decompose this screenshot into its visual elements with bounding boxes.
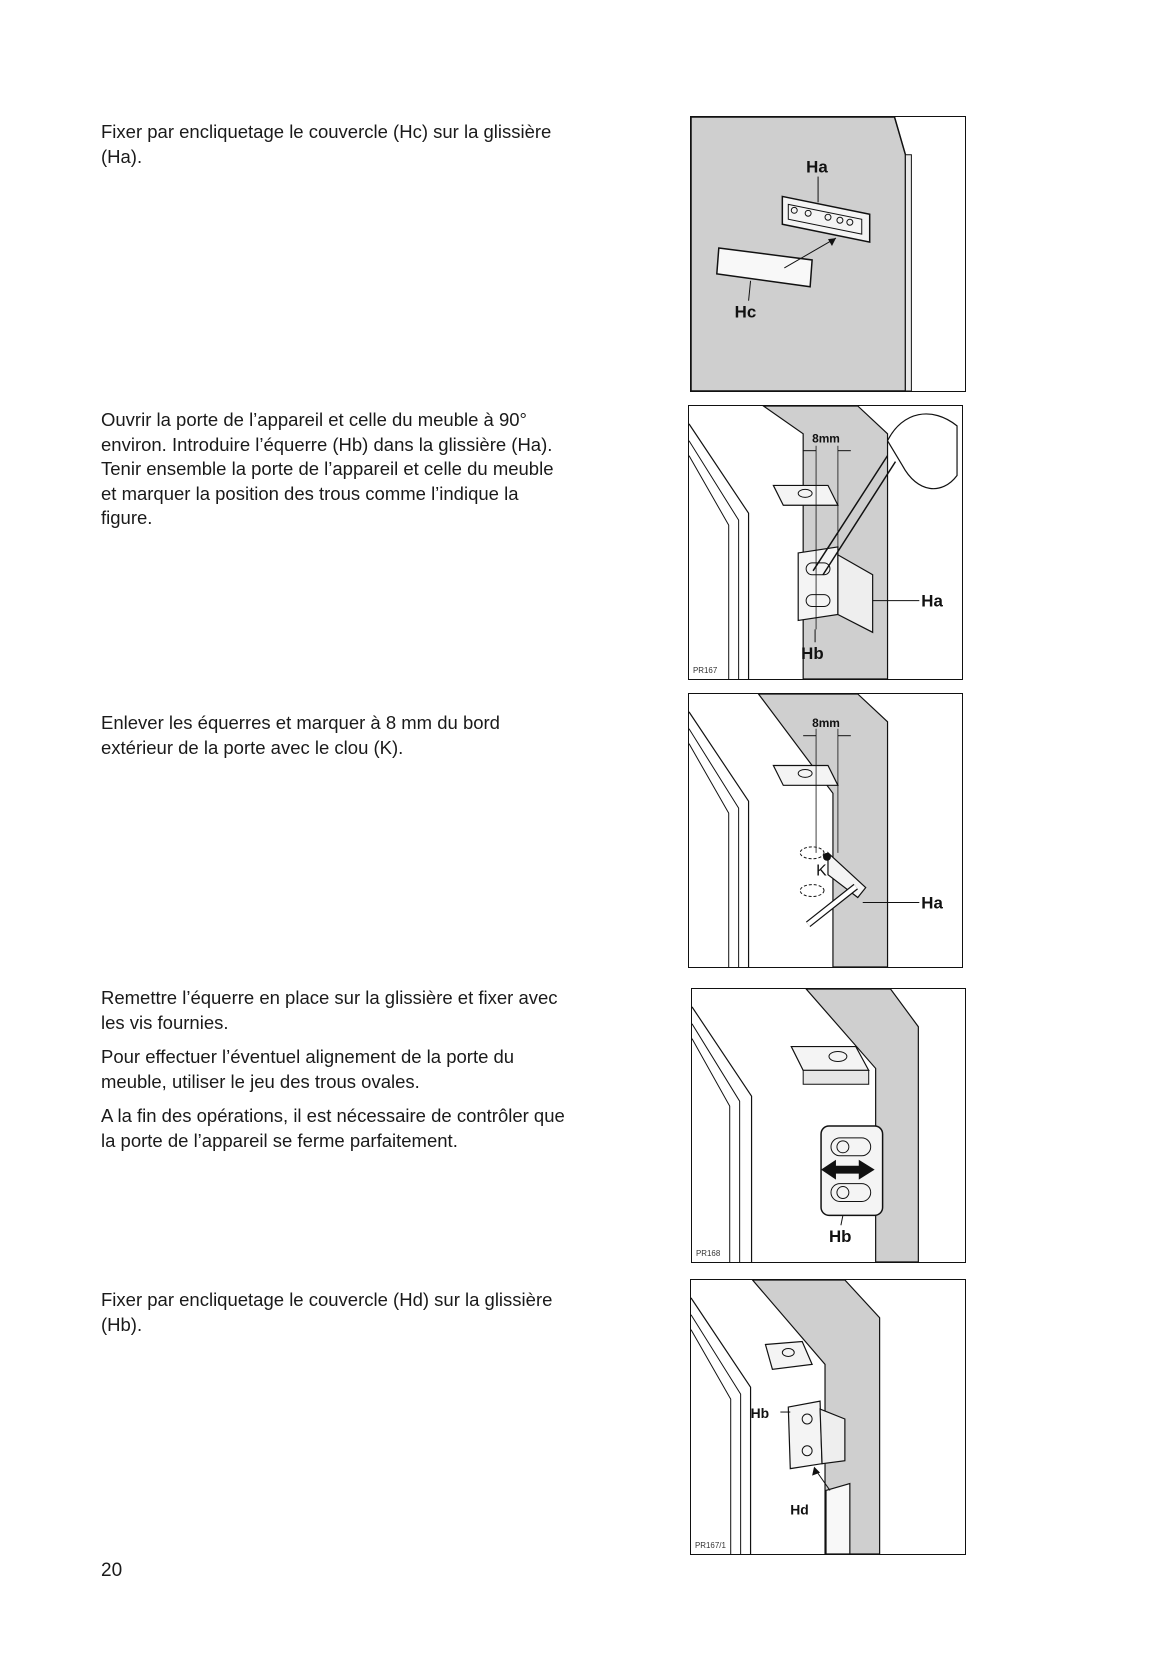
step-4-paragraph-3: A la fin des opérations, il est nécessaire de contrôler que la porte de l’appareil se ferme parfaitement.: [101, 1105, 565, 1151]
figure-2-marking-holes: [688, 405, 963, 680]
label-hb: Hb: [750, 1404, 770, 1421]
label-k: K: [816, 862, 827, 880]
label-hb: Hb: [801, 644, 824, 664]
step-4-text: [101, 986, 566, 1163]
figure-code: PR168: [695, 1249, 721, 1259]
page-number: 20: [101, 1560, 123, 1581]
figure-1-cover-hc-on-slide-ha: [690, 116, 966, 392]
figure-3-nail-marking: [688, 693, 963, 968]
step-3-paragraph: Enlever les équerres et marquer à 8 mm du bord extérieur de la porte avec le clou (K).: [101, 712, 500, 758]
label-ha: Ha: [806, 157, 828, 177]
step-5-text: [101, 1288, 566, 1347]
label-ha: Ha: [921, 591, 943, 611]
step-5-paragraph: Fixer par encliquetage le couvercle (Hd) sur la glissière (Hb).: [101, 1289, 553, 1335]
figure-code: PR167: [692, 666, 718, 676]
dimension-8mm: 8mm: [812, 431, 840, 446]
step-1-paragraph: Fixer par encliquetage le couvercle (Hc) sur la glissière (Ha).: [101, 121, 552, 167]
step-2-paragraph: Ouvrir la porte de l’appareil et celle du meuble à 90° environ. Introduire l’équerre (Hb) dans la glissière (Ha). Tenir ensemble la porte de l’appareil et celle du meuble et marquer la position des trous comme l’indique la figure.: [101, 409, 554, 528]
dimension-8mm: 8mm: [812, 715, 840, 730]
step-3-text: [101, 711, 566, 770]
label-hb: Hb: [828, 1227, 852, 1247]
figure-5-cover-hd-on-bracket-hb: [690, 1279, 966, 1555]
step-1-text: [101, 120, 566, 179]
label-ha: Ha: [921, 893, 943, 913]
step-4-paragraph-2: Pour effectuer l’éventuel alignement de la porte du meuble, utiliser le jeu des trous ovales.: [101, 1046, 515, 1092]
figure-code: PR167/1: [694, 1541, 726, 1551]
step-4-paragraph-1: Remettre l’équerre en place sur la glissière et fixer avec les vis fournies.: [101, 987, 558, 1033]
label-hc: Hc: [734, 302, 757, 322]
cover-hd-shape: [826, 1484, 850, 1554]
label-hd: Hd: [790, 1501, 809, 1518]
figure-4-adjust-oval-holes: [691, 988, 966, 1263]
step-2-text: [101, 408, 566, 541]
